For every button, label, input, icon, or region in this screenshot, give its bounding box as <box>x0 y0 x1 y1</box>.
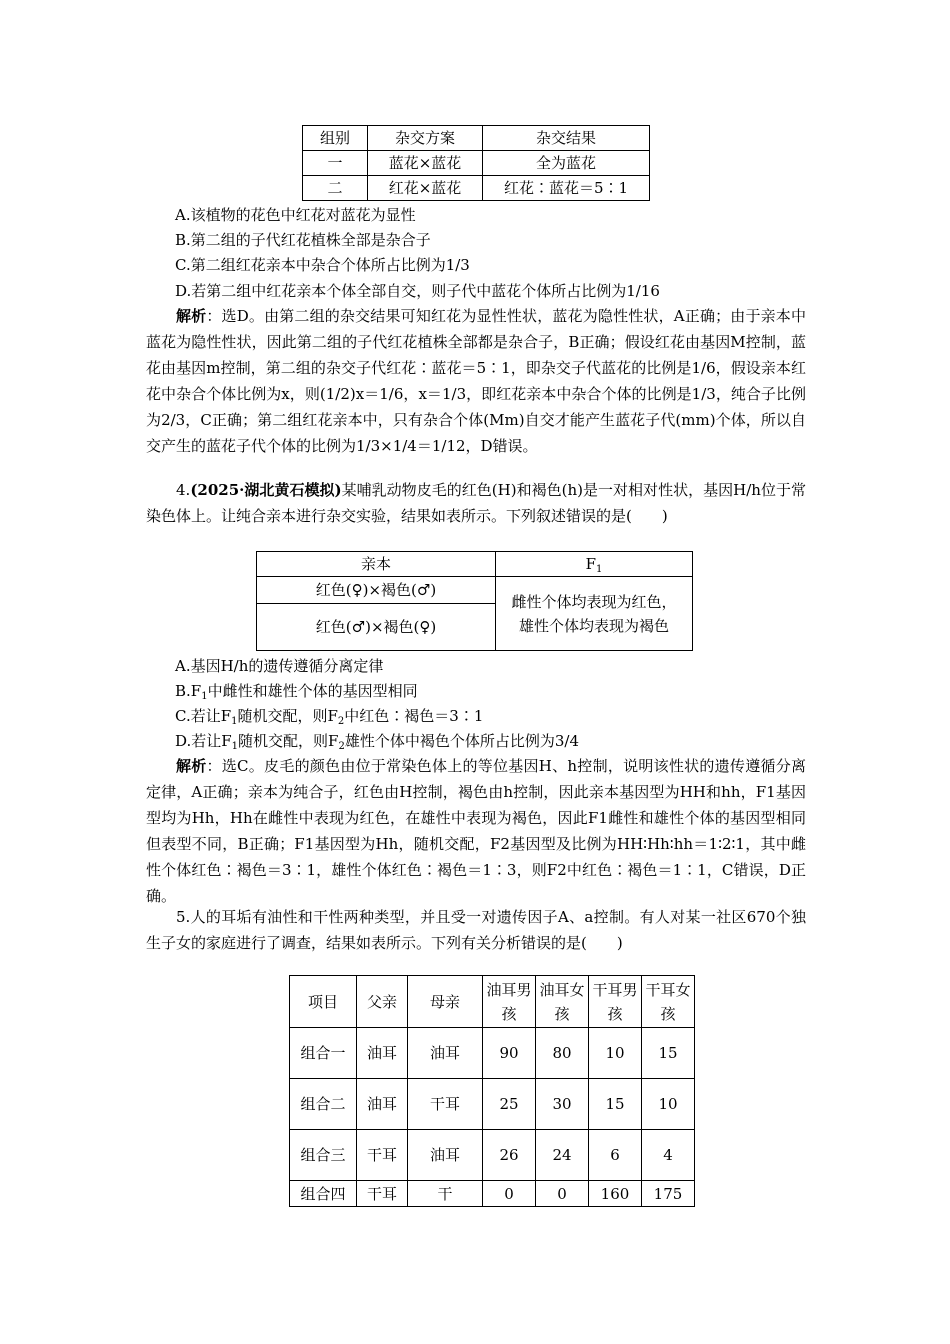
table-cell: 一 <box>303 151 368 176</box>
table-header-row <box>303 126 650 151</box>
table-cell: 干耳 <box>357 1181 408 1207</box>
table-cell: 30 <box>536 1079 589 1130</box>
table-cell: 80 <box>536 1028 589 1079</box>
table-row <box>290 1079 695 1130</box>
analysis-text: ：选D。由第二组的杂交结果可知红花为显性性状，蓝花为隐性性状，A正确；由于亲本中蓝花为隐性性状，因此第二组的子代红花植株全部都是杂合子，B正确；假设红花由基因M控制，蓝花由基因m控制，第二组的杂交子代红花∶蓝花＝5∶1，即杂交子代蓝花的比例是1/6，假设亲本红花中杂合个体比例为x，则(1/2)x＝1/6，x＝1/3，即红花亲本中杂合个体的比例是1/3，纯合子比例为2/3，C正确；第二组红花亲本中，只有杂合个体(Mm)自交才能产生蓝花子代(mm)个体，所以自交产生的蓝花子代个体的比例为1/3×1/4＝1/12，D错误。 <box>146 307 806 455</box>
table-cell: 干耳 <box>408 1079 483 1130</box>
table-header-cell: 油耳男孩 <box>483 976 536 1028</box>
table-header-cell: 杂交结果 <box>483 126 650 151</box>
table-cell: 6 <box>589 1130 642 1181</box>
option-c: C.第二组红花亲本中杂合个体所占比例为1/3 <box>175 256 470 274</box>
table-cell: 175 <box>642 1181 695 1207</box>
option-b: B.第二组的子代红花植株全部是杂合子 <box>175 231 431 249</box>
option-a: A.该植物的花色中红花对蓝花为显性 <box>175 206 416 224</box>
table-cell: 红色(♀)×褐色(♂) <box>257 577 496 604</box>
table-cell: 160 <box>589 1181 642 1207</box>
table-cell: 油耳 <box>408 1130 483 1181</box>
question-text: 某哺乳动物皮毛的红色(H)和褐色(h)是一对相对性状，基因H/h位于常染色体上。让纯合亲本进行杂交实验，结果如表所示。下列叙述错误的是( ) <box>146 481 806 525</box>
table-header-cell: 干耳女孩 <box>642 976 695 1028</box>
table-header-cell: 油耳女孩 <box>536 976 589 1028</box>
table-cell: 组合二 <box>290 1079 357 1130</box>
table-cell: 4 <box>642 1130 695 1181</box>
table-header-row <box>257 552 693 577</box>
table-cell: 15 <box>589 1079 642 1130</box>
table-cell: 90 <box>483 1028 536 1079</box>
table-cell: 26 <box>483 1130 536 1181</box>
table-cell: 组合三 <box>290 1130 357 1181</box>
question-number: 4. <box>176 481 191 499</box>
table-cell: 组合一 <box>290 1028 357 1079</box>
table-header-row <box>290 976 695 1028</box>
table-cell: 红色(♂)×褐色(♀) <box>257 604 496 651</box>
table-header-cell: 项目 <box>290 976 357 1028</box>
table-header-cell: 母亲 <box>408 976 483 1028</box>
table-cell: 红花∶蓝花＝5∶1 <box>483 176 650 201</box>
analysis-label: 解析 <box>176 307 207 325</box>
table-cell <box>496 577 693 651</box>
question-text: 人的耳垢有油性和干性两种类型，并且受一对遗传因子A、a控制。有人对某一社区670个独生子女的家庭进行了调查，结果如表所示。下列有关分析错误的是( ) <box>146 908 806 952</box>
table-row <box>257 577 693 604</box>
table-row <box>290 1181 695 1207</box>
table-cell: 油耳 <box>357 1028 408 1079</box>
question-5-stem <box>146 904 806 956</box>
analysis-paragraph <box>146 303 806 459</box>
table-cell: 0 <box>483 1181 536 1207</box>
table-header-cell: 组别 <box>303 126 368 151</box>
option-a: A.基因H/h的遗传遵循分离定律 <box>175 657 384 675</box>
table-header-cell: $F_1$ <box>496 552 693 577</box>
table-cell: 油耳 <box>357 1079 408 1130</box>
question-number: 5. <box>176 908 191 926</box>
table-cell: 组合四 <box>290 1181 357 1207</box>
result-text: 雌性个体均表现为红色，雄性个体均表现为褐色 <box>511 592 677 635</box>
option-d: D.若第二组中红花亲本个体全部自交，则子代中蓝花个体所占比例为1/16 <box>175 282 660 300</box>
table-cell: 红花×蓝花 <box>368 176 483 201</box>
option-b: $B.F_1$中雌性和雄性个体的基因型相同 <box>175 682 418 702</box>
analysis-text: ：选C。皮毛的颜色由位于常染色体上的等位基因H、h控制，说明该性状的遗传遵循分离定律，A正确；亲本为纯合子，红色由H控制，褐色由h控制，因此亲本基因型为HH和hh，F1基因型均为Hh，Hh在雌性中表现为红色，在雄性中表现为褐色，因此F1雌性和雄性个体的基因型相同但表型不同，B正确；F1基因型为Hh，随机交配，F2基因型及比例为HH∶Hh∶hh＝1∶2∶1，其中雌性个体红色∶褐色＝3∶1，雄性个体红色∶褐色＝1∶3，则F2中红色∶褐色＝1∶1，C错误，D正确。 <box>146 757 806 905</box>
table-header-cell: 亲本 <box>257 552 496 577</box>
analysis-paragraph <box>146 753 806 909</box>
question-4-stem <box>146 477 806 529</box>
question-source: (2025·湖北黄石模拟) <box>190 481 342 499</box>
option-d: D.若让$F_1$随机交配，则$F_2$雄性个体中褐色个体所占比例为3/4 <box>175 732 579 752</box>
table-cell: 24 <box>536 1130 589 1181</box>
table-cell: 油耳 <box>408 1028 483 1079</box>
table-row <box>303 151 650 176</box>
table-cell: 10 <box>589 1028 642 1079</box>
table-cell: 10 <box>642 1079 695 1130</box>
survey-table <box>289 975 695 1207</box>
table-cell: 蓝花×蓝花 <box>368 151 483 176</box>
table-header-cell: 杂交方案 <box>368 126 483 151</box>
table-row <box>303 176 650 201</box>
table-header-cell: 父亲 <box>357 976 408 1028</box>
table-cell: 0 <box>536 1181 589 1207</box>
cross-table-2 <box>256 551 693 651</box>
option-c: C.若让$F_1$随机交配，则$F_2$中红色∶褐色＝3∶1 <box>175 707 484 727</box>
table-cell: 二 <box>303 176 368 201</box>
table-header-cell: 干耳男孩 <box>589 976 642 1028</box>
cross-table-1 <box>302 125 650 201</box>
table-cell: 全为蓝花 <box>483 151 650 176</box>
analysis-label: 解析 <box>176 757 207 775</box>
table-cell: 15 <box>642 1028 695 1079</box>
table-row <box>290 1028 695 1079</box>
table-cell: 干 <box>408 1181 483 1207</box>
table-cell: 干耳 <box>357 1130 408 1181</box>
table-cell: 25 <box>483 1079 536 1130</box>
table-row <box>290 1130 695 1181</box>
